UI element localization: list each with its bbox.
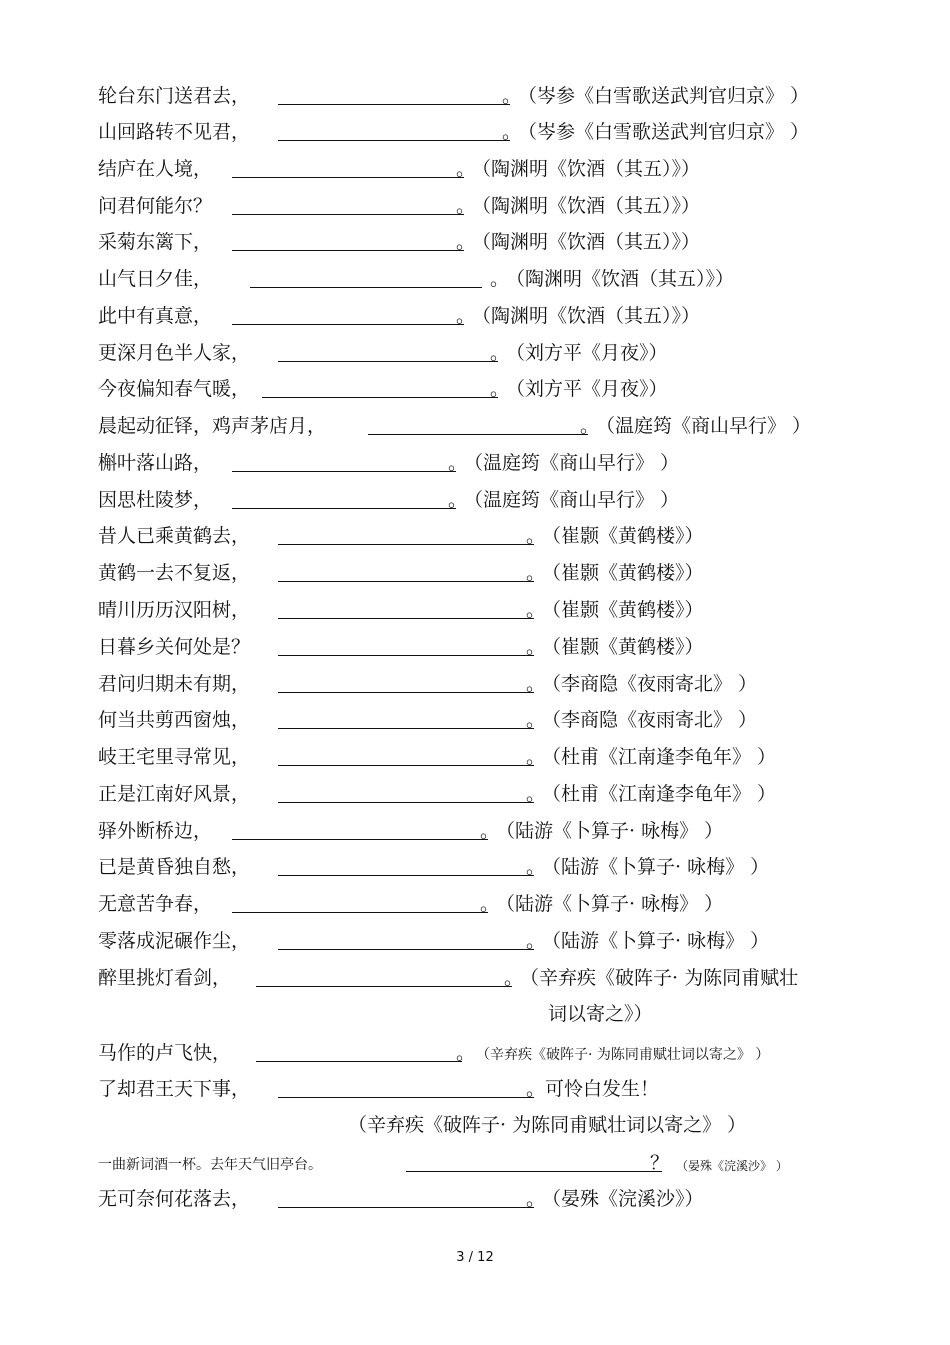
line-source: （陆游《卜算子· 咏梅》 ） [542, 930, 770, 952]
line-end: 。 [490, 378, 510, 400]
line-end: 。 [526, 856, 546, 878]
answer-blank[interactable] [278, 618, 534, 619]
line-source-cont: 词以寄之》） [548, 1003, 653, 1025]
line-prompt: 正是江南好风景， [98, 783, 251, 805]
answer-blank[interactable] [278, 728, 534, 729]
line-end: 。 [526, 525, 546, 547]
answer-blank[interactable] [256, 1061, 462, 1062]
answer-blank[interactable] [256, 986, 512, 987]
line-prompt: 日暮乡关何处是？ [98, 636, 251, 658]
line-end: 。 [526, 709, 546, 731]
line-end: 。 [502, 121, 522, 143]
answer-blank[interactable] [232, 324, 464, 325]
answer-blank[interactable] [278, 802, 534, 803]
line-end: 。 [490, 342, 510, 364]
line-end: 。 [456, 195, 476, 217]
line-prompt: 无意苦争春， [98, 893, 213, 915]
answer-blank[interactable] [278, 692, 534, 693]
line-source: （晏殊《浣溪沙》 ） [676, 1159, 788, 1173]
line-prompt: 黄鹤一去不复返， [98, 562, 251, 584]
answer-blank[interactable] [232, 177, 464, 178]
answer-blank[interactable] [232, 508, 456, 509]
line-source: （刘方平《月夜》） [506, 378, 668, 400]
answer-blank[interactable] [278, 361, 498, 362]
line-source: （岑参《白雪歌送武判官归京》 ） [518, 85, 810, 107]
line-source: （陶渊明《饮酒（其五）》） [472, 195, 701, 217]
line-prompt: 已是黄昏独自愁， [98, 856, 251, 878]
line-prompt: 晴川历历汉阳树， [98, 599, 251, 621]
line-end: 。 [526, 562, 546, 584]
line-end: 。 [580, 415, 600, 437]
line-prompt: 零落成泥碾作尘， [98, 930, 251, 952]
line-prompt: 此中有真意， [98, 305, 213, 327]
line-source: （陶渊明《饮酒（其五）》） [472, 231, 701, 253]
line-prompt: 结庐在人境， [98, 158, 213, 180]
line-source: （崔颢《黄鹤楼》） [542, 636, 704, 658]
line-source: （陶渊明《饮酒（其五）》） [472, 305, 701, 327]
line-prompt: 何当共剪西窗烛， [98, 709, 251, 731]
line-end: 。 [526, 673, 546, 695]
line-end: 。 [480, 820, 500, 842]
line-prompt: 驿外断桥边， [98, 820, 213, 842]
answer-blank[interactable] [278, 1097, 534, 1098]
line-source: （温庭筠《商山早行》 ） [464, 489, 680, 511]
line-source: （崔颢《黄鹤楼》） [542, 599, 704, 621]
line-prompt: 昔人已乘黄鹤去， [98, 525, 251, 547]
answer-blank[interactable] [232, 912, 488, 913]
line-end: 。 [448, 489, 468, 511]
answer-blank[interactable] [368, 434, 588, 435]
line-end: 。 [526, 930, 546, 952]
line-prompt: 一曲新词酒一杯。去年天气旧亭台。 [98, 1157, 322, 1173]
answer-blank[interactable] [278, 104, 510, 105]
line-source: （辛弃疾《破阵子· 为陈同甫赋壮词以寄之》 ） [476, 1047, 770, 1063]
answer-blank[interactable] [278, 949, 534, 950]
line-prompt: 山气日夕佳， [98, 268, 213, 290]
line-prompt: 醉里挑灯看剑， [98, 967, 232, 989]
line-source: （刘方平《月夜》） [506, 342, 668, 364]
answer-blank[interactable] [232, 471, 456, 472]
line-source: （崔颢《黄鹤楼》） [542, 562, 704, 584]
answer-blank[interactable] [278, 875, 534, 876]
line-end: 。 [490, 268, 510, 290]
line-source: （陆游《卜算子· 咏梅》 ） [542, 856, 770, 878]
line-prompt: 轮台东门送君去， [98, 85, 251, 107]
answer-blank[interactable] [262, 397, 498, 398]
line-end: 。 [456, 305, 476, 327]
line-source: （岑参《白雪歌送武判官归京》 ） [518, 121, 810, 143]
line-prompt: 因思杜陵梦， [98, 489, 213, 511]
answer-blank[interactable] [278, 140, 510, 141]
answer-blank[interactable] [250, 287, 482, 288]
line-source: （李商隐《夜雨寄北》 ） [542, 673, 758, 695]
answer-blank[interactable] [232, 839, 488, 840]
line-end: 。 [502, 85, 522, 107]
line-source: （陆游《卜算子· 咏梅》 ） [496, 893, 724, 915]
line-prompt: 山回路转不见君， [98, 121, 251, 143]
line-prompt: 无可奈何花落去， [98, 1188, 251, 1210]
line-prompt: 更深月色半人家， [98, 342, 251, 364]
answer-blank[interactable] [278, 544, 534, 545]
answer-blank[interactable] [278, 581, 534, 582]
line-source: （崔颢《黄鹤楼》） [542, 525, 704, 547]
answer-blank[interactable] [232, 214, 464, 215]
answer-blank[interactable] [278, 765, 534, 766]
line-source: （辛弃疾《破阵子· 为陈同甫赋壮 [520, 967, 799, 989]
line-prompt: 采菊东篱下， [98, 231, 213, 253]
line-source: （杜甫《江南逢李龟年》 ） [542, 783, 777, 805]
line-prompt: 君问归期未有期， [98, 673, 251, 695]
line-source: （陶渊明《饮酒（其五）》） [506, 268, 735, 290]
line-end: 。 [456, 158, 476, 180]
line-source: （温庭筠《商山早行》 ） [464, 452, 680, 474]
answer-blank[interactable] [232, 250, 464, 251]
line-end: 。 [456, 1042, 476, 1064]
line-prompt: 马作的卢飞快， [98, 1042, 232, 1064]
line-end: 。 [526, 783, 546, 805]
line-end: 。 [456, 231, 476, 253]
line-end: ？ [650, 1152, 670, 1174]
line-prompt: 今夜偏知春气暖， [98, 378, 251, 400]
answer-blank[interactable] [278, 655, 534, 656]
answer-blank[interactable] [278, 1207, 534, 1208]
line-prompt: 晨起动征铎，鸡声茅店月， [98, 415, 327, 437]
line-source: （晏殊《浣溪沙》） [542, 1188, 704, 1210]
line-source: （陆游《卜算子· 咏梅》 ） [496, 820, 724, 842]
line-end: 。 [448, 452, 468, 474]
line-end: 。 [526, 636, 546, 658]
line-end: 。可怜白发生！ [526, 1078, 660, 1100]
line-source: （李商隐《夜雨寄北》 ） [542, 709, 758, 731]
line-prompt: 槲叶落山路， [98, 452, 213, 474]
line-end: 。 [526, 599, 546, 621]
line-source: （温庭筠《商山早行》 ） [596, 415, 812, 437]
line-prompt: 岐王宅里寻常见， [98, 746, 251, 768]
line-end: 。 [526, 1188, 546, 1210]
line-source: （杜甫《江南逢李龟年》 ） [542, 746, 777, 768]
page-number: 3 / 12 [456, 1250, 494, 1265]
line-prompt: 了却君王天下事， [98, 1078, 251, 1100]
line-prompt: 问君何能尔？ [98, 195, 213, 217]
line-source: （辛弃疾《破阵子· 为陈同甫赋壮词以寄之》 ） [348, 1114, 747, 1136]
line-end: 。 [504, 967, 524, 989]
line-source: （陶渊明《饮酒（其五）》） [472, 158, 701, 180]
answer-blank[interactable] [406, 1171, 662, 1172]
line-end: 。 [526, 746, 546, 768]
line-end: 。 [480, 893, 500, 915]
